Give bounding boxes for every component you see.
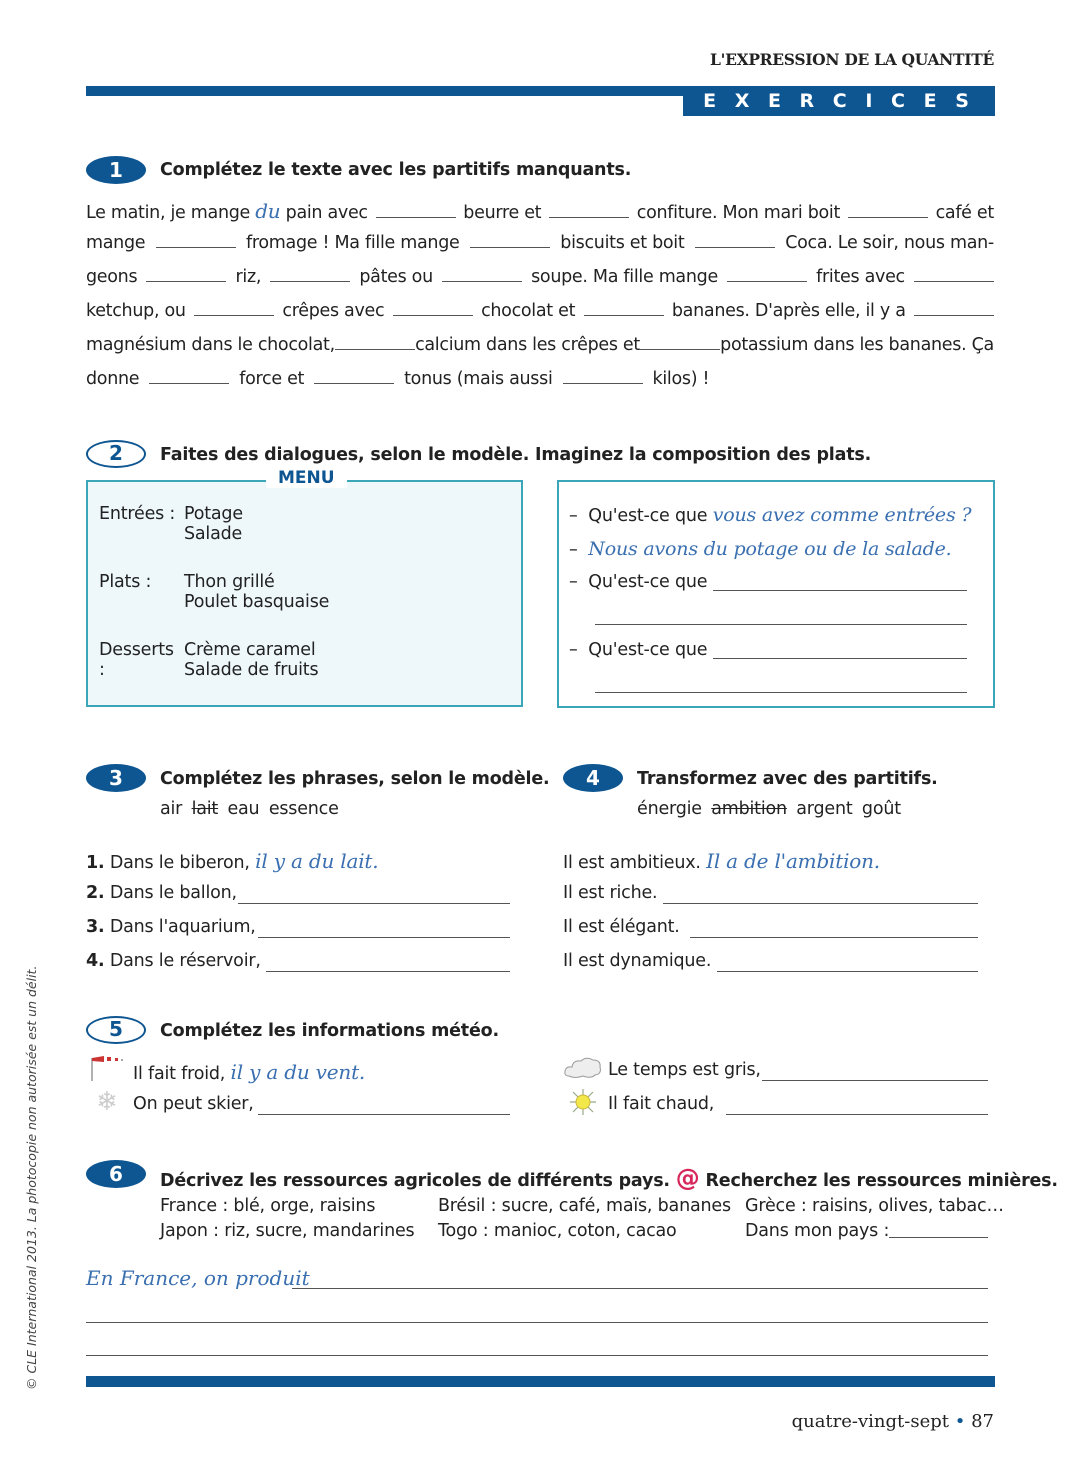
ex6-countries-col-2: Brésil : sucre, café, maïs, bananes Togo : manioc, coton, cacao — [438, 1196, 731, 1241]
ex6-example-answer: En France, on produit — [86, 1266, 310, 1290]
ex1-example-answer: du — [255, 199, 281, 223]
sun-icon — [568, 1088, 598, 1116]
exercise-2-number: 2 — [86, 440, 146, 468]
answer-line[interactable] — [258, 937, 510, 938]
dialogue-line-3: – Qu'est-ce que — [569, 572, 708, 592]
section-banner — [683, 86, 995, 116]
ex5-item-1: Il fait froid, il y a du vent. — [133, 1060, 366, 1084]
answer-line[interactable] — [595, 624, 967, 625]
answer-line[interactable] — [762, 1080, 988, 1081]
blank[interactable] — [640, 349, 720, 350]
exercise-4-title: Transformez avec des partitifs. — [637, 769, 938, 789]
ex1-line-6: donne force et tonus (mais aussi kilos) ! — [86, 369, 710, 389]
dialogue-line-2: – Nous avons du potage ou de la salade. — [569, 538, 952, 560]
blank[interactable] — [563, 383, 643, 384]
blank[interactable] — [314, 383, 394, 384]
blank[interactable] — [914, 281, 994, 282]
at-icon: @ — [675, 1164, 700, 1192]
section-label: E X E R C I C E S — [703, 90, 975, 112]
blank[interactable] — [156, 247, 236, 248]
answer-line[interactable] — [292, 1288, 988, 1289]
answer-line[interactable] — [86, 1322, 988, 1323]
exercise-5-title: Complétez les informations météo. — [160, 1021, 499, 1041]
answer-line[interactable] — [713, 590, 967, 591]
exercise-3-number: 3 — [86, 764, 146, 792]
ex3-item-1: 1. Dans le biberon, il y a du lait. — [86, 849, 379, 873]
answer-line[interactable] — [690, 937, 978, 938]
blank[interactable] — [584, 315, 664, 316]
ex1-line-2: mange fromage ! Ma fille mange biscuits et boit Coca. Le soir, nous man- — [86, 233, 994, 253]
ex4-item-1: Il est ambitieux. Il a de l'ambition. — [563, 849, 880, 873]
blank[interactable] — [146, 281, 226, 282]
page-number: 87 — [971, 1411, 994, 1432]
menu-title: MENU — [266, 468, 347, 488]
ex1-line-5: magnésium dans le chocolat, calcium dans les crêpes et potassium dans les bananes. Ça — [86, 335, 994, 355]
page-footer: quatre-vingt-sept • 87 — [791, 1411, 994, 1432]
exercise-6-title: Décrivez les ressources agricoles de différents pays. @ Recherchez les ressources minières. — [160, 1164, 1058, 1192]
blank[interactable] — [549, 217, 629, 218]
snowflake-icon: ❄ — [96, 1087, 118, 1117]
blank[interactable] — [149, 383, 229, 384]
dialogue-line-1: – Qu'est-ce que vous avez comme entrées ? — [569, 504, 972, 526]
answer-line[interactable] — [713, 658, 967, 659]
blank[interactable] — [376, 217, 456, 218]
chapter-title: L'EXPRESSION DE LA QUANTITÉ — [710, 50, 994, 69]
answer-line[interactable] — [889, 1237, 988, 1238]
ex5-item-3: Le temps est gris, — [608, 1060, 761, 1080]
ex5-item-2: On peut skier, — [133, 1094, 254, 1114]
blank[interactable] — [914, 315, 994, 316]
ex5-item-4: Il fait chaud, — [608, 1094, 715, 1114]
ex1-line-3: geons riz, pâtes ou soupe. Ma fille mange frites avec — [86, 267, 994, 287]
exercise-5-number: 5 — [86, 1016, 146, 1044]
ex6-countries-col-3: Grèce : raisins, olives, tabac… Dans mon pays : — [745, 1196, 1004, 1241]
windsock-icon — [90, 1054, 126, 1082]
blank[interactable] — [270, 281, 350, 282]
menu-box — [86, 468, 523, 707]
exercise-3-title: Complétez les phrases, selon le modèle. — [160, 769, 550, 789]
exercise-3-word-bank: air lait eau essence — [160, 799, 339, 819]
ex3-item-4: 4. Dans le réservoir, — [86, 951, 261, 971]
blank[interactable] — [470, 247, 550, 248]
cloud-icon — [563, 1054, 603, 1082]
blank[interactable] — [194, 315, 274, 316]
blank[interactable] — [335, 349, 415, 350]
header-rule — [86, 86, 686, 96]
exercise-1-number: 1 — [86, 156, 146, 184]
ex4-item-2: Il est riche. — [563, 883, 658, 903]
dialogue-line-4: – Qu'est-ce que — [569, 640, 708, 660]
blank[interactable] — [727, 281, 807, 282]
answer-line[interactable] — [595, 692, 967, 693]
copyright-notice: © CLE International 2013. La photocopie non autorisée est un délit. — [24, 965, 39, 1390]
ex6-countries-col-1: France : blé, orge, raisins Japon : riz, sucre, mandarines — [160, 1196, 415, 1241]
blank[interactable] — [442, 281, 522, 282]
answer-line[interactable] — [238, 903, 510, 904]
menu-section-plats: Plats : Thon grillé Poulet basquaise — [99, 572, 330, 612]
answer-line[interactable] — [258, 1114, 510, 1115]
exercise-4-number: 4 — [563, 764, 623, 792]
ex4-item-3: Il est élégant. — [563, 917, 680, 937]
dialogue-box — [557, 480, 995, 708]
ex4-item-4: Il est dynamique. — [563, 951, 712, 971]
ex1-line-1: Le matin, je mange du pain avec beurre et confiture. Mon mari boit café et — [86, 199, 994, 223]
answer-line[interactable] — [266, 971, 510, 972]
blank[interactable] — [393, 315, 473, 316]
footer-rule — [86, 1376, 995, 1387]
exercise-6-number: 6 — [86, 1160, 146, 1188]
answer-line[interactable] — [86, 1355, 988, 1356]
answer-line[interactable] — [726, 1114, 988, 1115]
ex3-item-3: 3. Dans l'aquarium, — [86, 917, 256, 937]
answer-line[interactable] — [717, 971, 978, 972]
blank[interactable] — [695, 247, 775, 248]
menu-section-desserts: Desserts : Crème caramel Salade de fruits — [99, 640, 319, 680]
answer-line[interactable] — [663, 903, 978, 904]
menu-section-entrees: Entrées : Potage Salade — [99, 504, 243, 544]
blank[interactable] — [848, 217, 928, 218]
exercise-2-title: Faites des dialogues, selon le modèle. Imaginez la composition des plats. — [160, 445, 872, 465]
ex3-item-2: 2. Dans le ballon, — [86, 883, 237, 903]
exercise-4-word-bank: énergie ambition argent goût — [637, 799, 901, 819]
exercise-1-title: Complétez le texte avec les partitifs manquants. — [160, 160, 632, 180]
ex1-line-4: ketchup, ou crêpes avec chocolat et bananes. D'après elle, il y a — [86, 301, 994, 321]
